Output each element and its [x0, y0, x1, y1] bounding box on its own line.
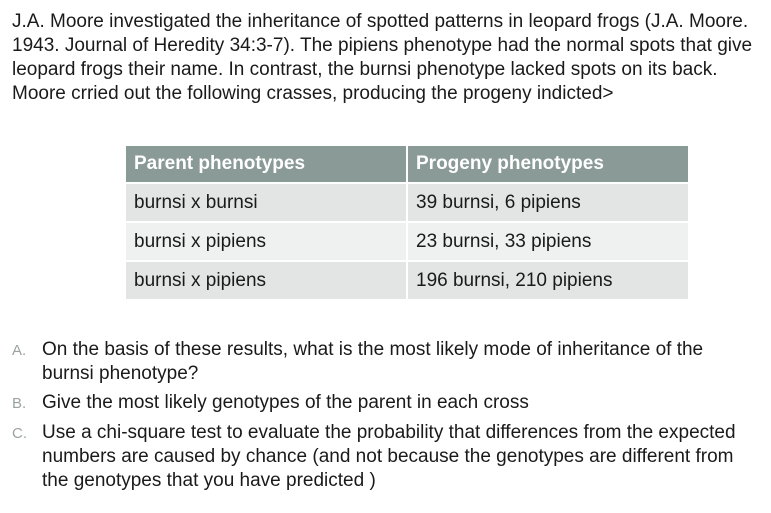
intro-paragraph: J.A. Moore investigated the inheritance of spotted patterns in leopard frogs (J.A. Moore. 1943. Journal of Heredity 34:3-7). The pipiens phenotype had the normal spots that give leopard frogs their name. In contrast, the burnsi phenotype lacked spots on its back. Moore crried out the following crasses, producing the progeny indicted> — [12, 11, 753, 104]
table-row — [126, 223, 688, 262]
question-list — [12, 338, 752, 498]
progeny-cell: 196 burnsi, 210 pipiens — [408, 262, 688, 301]
question-item-c — [12, 421, 752, 493]
column-header-progeny: Progeny phenotypes — [408, 146, 688, 184]
question-item-b — [12, 391, 752, 416]
cross-results-table — [126, 146, 688, 301]
table-header-row — [126, 146, 688, 184]
question-text: Use a chi-square test to evaluate the probability that differences from the expected numbers are caused by chance (and not because the genotypes are different from the genotypes that you have predicted ) — [42, 422, 736, 491]
progeny-cell: 39 burnsi, 6 pipiens — [408, 184, 688, 223]
question-marker: B. — [12, 395, 27, 412]
table-row — [126, 184, 688, 223]
parent-cell: burnsi x pipiens — [126, 223, 408, 262]
progeny-cell: 23 burnsi, 33 pipiens — [408, 223, 688, 262]
parent-cell: burnsi x pipiens — [126, 262, 408, 301]
column-header-parent: Parent phenotypes — [126, 146, 408, 184]
question-item-a — [12, 338, 752, 386]
question-marker: C. — [12, 425, 27, 442]
table-row — [126, 262, 688, 301]
question-text: On the basis of these results, what is the most likely mode of inheritance of the burnsi phenotype? — [42, 339, 704, 384]
question-text: Give the most likely genotypes of the parent in each cross — [42, 392, 529, 413]
parent-cell: burnsi x burnsi — [126, 184, 408, 223]
question-marker: A. — [12, 342, 27, 359]
